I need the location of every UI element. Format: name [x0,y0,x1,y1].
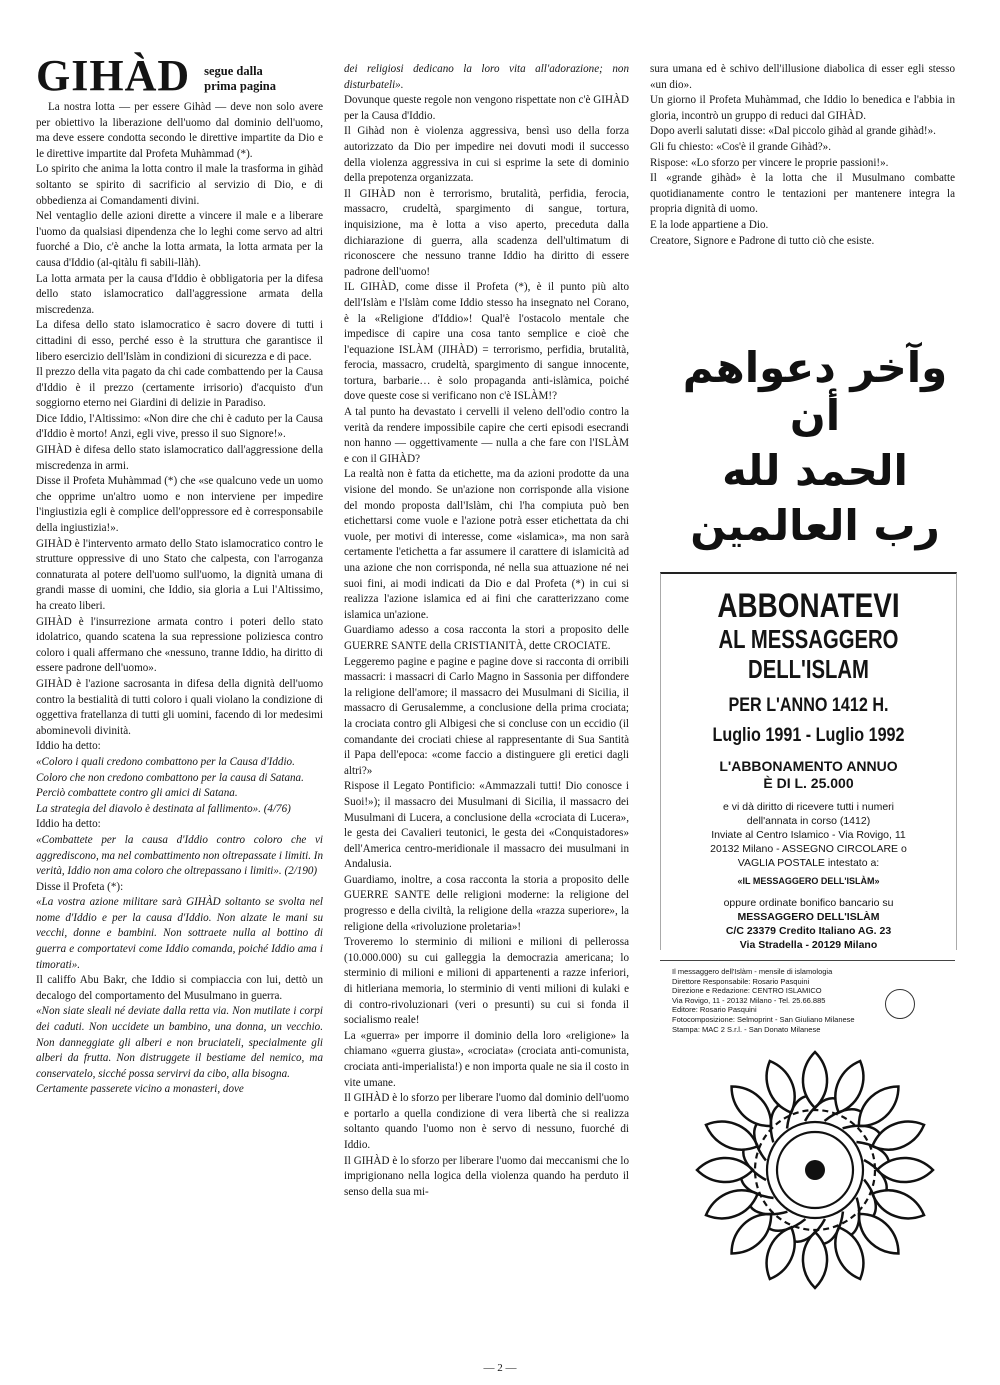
colophon-line: Direzione e Redazione: CENTRO ISLAMICO [672,986,822,996]
publisher-logo-icon [885,989,915,1019]
paragraph: La realtà non è fatta da etichette, ma da azioni prodotte da una visione del mondo. Se un'azione non corrisponde alla visione del mondo proposta dall'Islàm, chi l'ha compiuta può ben etichettarsi come vuole e l'azione potrà esser etichettata da chi vuole, per motivi di interesse, come «islamica», ma non sarà certamente l'etichetta a far assumere il carattere di islamicità ad una azione che non corrisponda, né nella sua attuazione né nei suoi fini, ai modi indicati da Dio e dal Profeta (*) in cui si realizza l'azione islamica ed ai fini che caratterizzano come islamica un'azione. [344,468,629,621]
paragraph: sura umana ed è schivo dell'illusione diabolica di esser egli stesso «un dio». [650,63,955,91]
quote: La strategia del diavolo è destinata al fallimento». (4/76) [36,802,291,815]
paragraph: E la lode appartiene a Dio. [650,218,769,231]
calligraphy-line-3: الحمد لله [722,446,908,495]
subscription-period: Luglio 1991 - Luglio 1992 [712,725,905,746]
paragraph: Il prezzo della vita pagato da chi cade combattendo per la Causa d'Iddio è il prezzo (certamente irrisorio) d'acquisto d'un soggiorno eterno nei Giardini di delizie in Paradiso. [36,366,323,410]
colophon-line: Stampa: MAC 2 S.r.l. - San Donato Milanese [672,1024,821,1034]
ornament-petal [850,1205,907,1262]
subscription-text: VAGLIA POSTALE intestato a: [737,857,880,869]
colophon-line: Via Rovigo, 11 - 20132 Milano - Tel. 25.66.885 [672,995,826,1005]
subscription-text: oppure ordinate bonifico bancario su [723,897,894,909]
paragraph: Rispose: «Lo sforzo per vincere le proprie passioni!». [650,156,889,169]
paragraph: Il GIHÀD è lo sforzo per liberare l'uomo dai meccanismi che lo imprigionano nella logica della violenza quando ha perduto il senso della sua mi- [344,1154,629,1198]
calligraphy-line-1: وآخر دعواهم [682,343,948,392]
paragraph: Un giorno il Profeta Muhàmmad, che Iddio lo benedica e l'abbia in gloria, incontrò un gruppo di reduci dal GIHÀD. [650,94,955,122]
subscription-bank: C/C 23379 Credito Italiano AG. 23 [725,925,892,937]
arabic-calligraphy [680,330,950,560]
subscription-bank: MESSAGGERO DELL'ISLÀM [737,911,880,923]
continuation-line-2: prima pagina [204,79,277,93]
paragraph: Lo spirito che anima la lotta contro il male la trasforma in gihàd soltanto se spirito di sacrificio al servizio di Dio, e di obbedienza ai Comandamenti divini. [36,163,323,207]
paragraph: GIHÀD è l'azione sacrosanta in difesa della dignità dell'uomo contro la bestialità di tutti coloro i quali violano la condizione di oggettiva fratellanza di tutti gli uomini, facendo di lor medesimi abominevoli divinità. [36,677,323,737]
ornament-petal [723,1205,780,1262]
paragraph: IL GIHÀD, come disse il Profeta (*), è il punto più alto dell'Islàm e l'Islàm come Iddio stesso ha insegnato nel Corano, è la «Religione d'Iddio»! Qual'è l'ostacolo mentale che impedisce di capire una cosa tanto semplice e cioè che l'equazione ISLÀM (JIHÀD) = terrorismo, perfidia, brutalità, ferocia, massacro, crudeltà, spargimento di sangue innocente, tortura, barbarie… è solo propaganda anti-islàmica, poiché dove queste cose si verificano non c'è ISLÀM!? [344,281,629,403]
paragraph: Il GIHÀD non è terrorismo, brutalità, perfidia, ferocia, massacro, crudeltà, spargimento di sangue, tortura, inquisizione, ma è lotta a viso aperto, preceduta dalla dichiarazione di guerra, alla scadenza dell'ultimatum di riconoscere che nessuno tranne Iddio ha diritto di essere padrone dell'uomo! [344,187,629,278]
subscription-price: È DI L. 25.000 [763,775,854,791]
subscription-year: PER L'ANNO 1412 H. [728,695,889,716]
calligraphy-line-2: أن [789,391,841,440]
paragraph: Guardiamo, inoltre, a cosa racconta la storia a proposito delle GUERRE SANTE delle religioni moderne: la religione del progresso e della civiltà, la religione della «razza superiore», la religione della «rivoluzione proletaria»! [344,873,629,933]
colophon [660,960,955,1044]
paragraph: Iddio ha detto: [36,818,101,831]
colophon-line: Fotocomposizione: Selmoprint - San Giuliano Milanese [672,1014,855,1024]
paragraph: Guardiamo adesso a cosa racconta la stori a proposito delle GUERRE SANTE della CRISTIANITÀ, dette CROCIATE. [344,624,629,652]
paragraph: Disse il Profeta (*): [36,880,124,893]
quote: Certamente passerete vicino a monasteri, dove [36,1083,244,1096]
paragraph: GIHÀD è difesa dello stato islamocratico dall'aggressione della miscredenza in armi. [36,444,323,472]
ornament-petal [868,1114,929,1158]
colophon-line: Il messaggero dell'Islàm - mensile di islamologia [672,967,833,976]
paragraph: Il Gihàd non è violenza aggressiva, bensì uso della forza autorizzato da Dio per impedire nei dovuti modi il successo della violenza aggressiva in cui si esprime la sete di dominio della prepotenza organizzata. [344,125,629,185]
subscription-text: e vi dà diritto di ricevere tutti i numeri [723,801,894,813]
paragraph: Il «grande gihàd» è la lotta che il Musulmano combatte quotidianamente contro le tentazioni per mantenere integra la propria dignità di uomo. [650,172,955,216]
paragraph: Il califfo Abu Bakr, che Iddio si compiaccia con lui, dettò un decalogo del comportamento del Musulmano in guerra. [36,974,323,1002]
quote: «Combattete per la causa d'Iddio contro coloro che vi aggrediscono, ma nel combattimento non oltrepassate i limiti. In verità, Iddio non ama coloro che oltrepassano i limiti». (2/190) [36,833,323,878]
quote: Coloro che non credono combattono per la causa di Satana. [36,771,304,784]
ornament-petal [828,1223,872,1284]
paragraph: Dopo averli salutati disse: «Dal piccolo gihàd al grande gihàd!». [650,125,936,138]
paragraph: Creatore, Signore e Padrone di tutto ciò che esiste. [650,234,875,247]
paragraph: Dice Iddio, l'Altissimo: «Non dire che chi è caduto per la Causa d'Iddio è morto! Anzi, egli vive, presso il suo Signore!». [36,412,323,441]
quote: «Non siate sleali né deviate dalla retta via. Non mutilate i corpi dei caduti. Non uccidete un bambino, una donna, un vecchio. Non danneggiate gli alberi e non bruciateli, specialmente gli alberi da frutta. Non distruggete il bestiame del nemico, ma conservatelo, sicché possa servirvi da cibo, alla bisogna. [36,1005,323,1080]
colophon-line: Direttore Responsabile: Rosario Pasquini [672,976,810,986]
paragraph: Disse il Profeta Muhàmmad (*) che «se qualcuno vede un uomo che opprime un'altro uomo e non interviene per impedire l'ingiustizia egli è complice dell'oppressore ed è corresponsabile della ingiustizia!». [36,475,323,535]
paragraph: GIHÀD è l'intervento armato dello Stato islamocratico contro le strutture oppressive di uno Stato che calpesta, con l'arroganza connaturata al potere dell'uomo sull'uomo, la dignità umana di grandi masse di uomini, che Iddio, sia gloria a Lui l'Altissimo, ha creato liberi. [36,537,323,612]
continuation-line-1: segue dalla [204,64,263,78]
subscription-payee: «IL MESSAGGERO DELL'ISLÀM» [737,876,880,886]
quote: dei religiosi dedicano la loro vita all'adorazione; non disturbateli». [344,63,629,91]
quote: Perciò combattete contro gli amici di Satana. [36,787,238,800]
subscription-text: 20132 Milano - ASSEGNO CIRCOLARE o [710,843,907,855]
article-title: GIHÀD [36,51,191,100]
page-number: — 2 — [483,1362,517,1374]
paragraph: Leggeremo pagine e pagine e pagine dove si racconta di orribili massacri: i massacri di Carlo Magno in Sassonia per diffondere la religione dell'amore; il massacro dei Musulmani di Sicilia, il massacro di Gerusalemme, a conclusione della prima crociata; la crociata contro gli Albigesi che si concluse con un eccidio (il comandante dei crociati chiese al rappresentante di Sua Santità il Papa dell'epoca: «come faccio a distinguere gli eretici dagli altri?» [344,655,629,777]
ornament-petal [723,1078,780,1135]
article-column-2 [344,62,629,1200]
article-header [36,51,277,100]
ornament-petal [759,1056,803,1117]
quote: «Coloro i quali credono combattono per la Causa d'Iddio. [36,755,295,768]
subscription-price-label: L'ABBONAMENTO ANNUO [719,758,898,774]
subscription-line: DELL'ISLAM [748,654,869,684]
ornament-petal [701,1183,762,1227]
ornament-petal [850,1078,907,1135]
continuation-note [204,64,276,94]
paragraph: Troveremo lo sterminio di milioni e milioni di pellerossa (10.000.000) su cui galleggia la democrazia americana; lo sterminio di milioni e milioni di appartenenti a razze inferiori, di hitleriana memoria, lo sterminio di venti milioni di kulaki e di contro-rivoluzionari (veri o presunti) su cui si fonda il socialismo reale! [344,936,629,1027]
paragraph: Il GIHÀD è lo sforzo per liberare l'uomo dal dominio dell'uomo e portarlo a quella condizione di vera libertà che si realizza soltanto quando l'uomo non è servo di nessuno, fuorché di Iddio. [344,1092,629,1151]
paragraph: A tal punto ha devastato i cervelli il veleno dell'odio contro la verità da rendere impossibile capire che certi episodi esecrandi non hanno — oggettivamente — nulla a che fare con l'ISLÀM e con il GIHÀD? [344,406,629,465]
paragraph: La «guerra» per imporre il dominio della loro «religione» la chiamano «guerra giusta», «crociata» (crociata anti-comunista, crociata anti-imperialista!) e non importa quale ne sia il costo in vite umane. [344,1029,629,1089]
paragraph: La nostra lotta — per essere Gihàd — deve non solo avere per obiettivo la liberazione dell'uomo dal dominio dell'uomo, ma deve essere condotta secondo le direttive impartite da Dio e le direttive impartite dal Profeta Muhàmmad (*). [36,101,323,160]
subscription-box [660,572,957,950]
subscription-line: AL MESSAGGERO [718,624,899,654]
calligraphy-line-4: رب العالمين [690,501,940,550]
paragraph: GIHÀD è l'insurrezione armata contro i poteri dello stato idolatrico, quando scatena la sua repressione poliziesca contro coloro i quali affermano che «nessuno, tranne Iddio, ha diritto di essere padrone dell'uomo». [36,615,323,675]
paragraph: Nel ventaglio delle azioni dirette a vincere il male e a liberare l'uomo da qualsiasi dipendenza che lo leghi come servo ad altri fuorché a Dio, c'è anche la lotta armata, la lotta armata per la causa d'Iddio (al-qitàlu fi sabili-llàh). [36,210,323,269]
paragraph: Iddio ha detto: [36,740,101,753]
paragraph: Dovunque queste regole non vengono rispettate non c'è GIHÀD per la Causa d'Iddio. [344,94,629,122]
article-column-3 [650,62,955,249]
quote: «La vostra azione militare sarà GIHÀD soltanto se svolta nel nome d'Iddio e per la causa d'Iddio. Non alzate le mani su vecchi, donne e bambini. Non sottraete nulla al bottino di guerra e comportatevi come Iddio comanda, poiché Iddio ama i timorati». [36,896,323,971]
article-column-1 [36,100,323,1098]
colophon-line: Editore: Rosario Pasquini [672,1005,757,1015]
subscription-text: Inviate al Centro Islamico - Via Rovigo, 11 [711,829,906,841]
subscription-headline: ABBONATEVI [717,587,900,625]
paragraph: La lotta armata per la causa d'Iddio è obbligatoria per la difesa dello stato islamocratico dall'aggressione armata della miscredenza. [36,272,323,316]
subscription-bank: Via Stradella - 20129 Milano [739,939,878,951]
paragraph: La difesa dello stato islamocratico è sacro dovere di tutti i cittadini di esso, perché esso è la struttura che garantisce il libero esercizio dell'Islàm in condizioni di sicurezza e di pace. [36,319,323,363]
geometric-ornament-icon [690,1045,940,1295]
subscription-text: dell'annata in corso (1412) [746,815,871,827]
paragraph: Gli fu chiesto: «Cos'è il grande Gihàd?». [650,140,831,153]
paragraph: Rispose il Legato Pontificio: «Ammazzali tutti! Dio conosce i Suoi!»); il massacro dei Musulmani di Sicilia, il massacro dei Musulmani di Lucera, a conclusione della «crociata di Lucera», le gesta dei Cavalieri teutonici, le gesta dei «Conquistadores» dell'America centro-meridionale il massacro dei musulmani in Andalusia. [344,780,629,871]
